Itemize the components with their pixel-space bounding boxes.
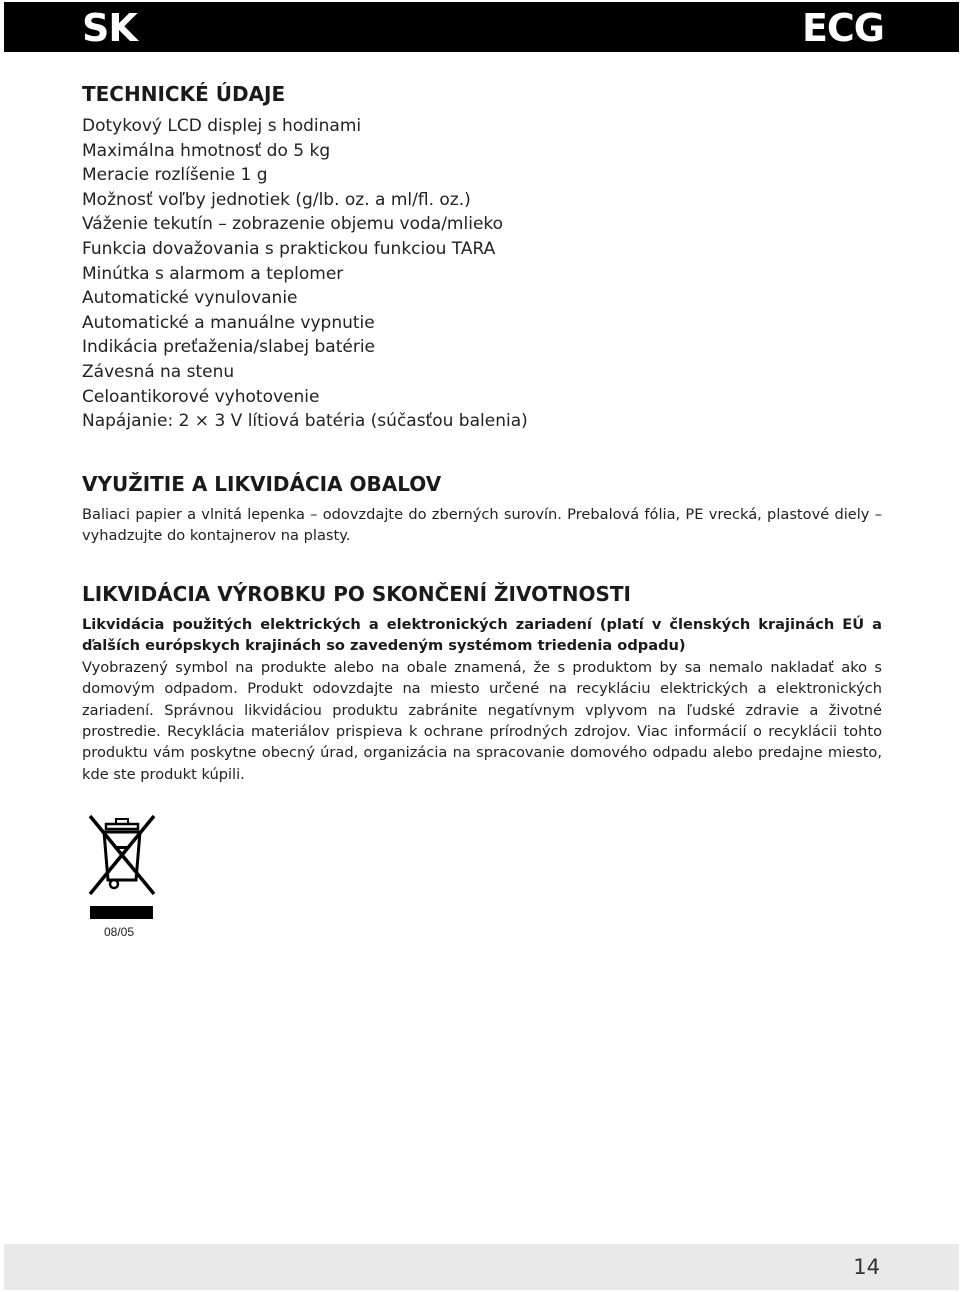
packaging-section — [82, 470, 882, 547]
spec-item: Minútka s alarmom a teplomer — [82, 263, 344, 284]
crossed-bin-icon — [82, 810, 162, 920]
spec-item: Indikácia preťaženia/slabej batérie — [82, 337, 376, 358]
disposal-title: LIKVIDÁCIA VÝROBKU PO SKONČENÍ ŽIVOTNOSTI — [82, 582, 631, 606]
spec-item: Možnosť voľby jednotiek (g/lb. oz. a ml/fl. oz.) — [82, 189, 471, 210]
technical-section — [82, 80, 882, 434]
spec-item: Automatické vynulovanie — [82, 288, 298, 309]
packaging-text: Baliaci papier a vlnitá lepenka – odovzdajte do zberných surovín. Prebalová fólia, PE vrecká, plastové diely – vyhadzujte do kontajnerov na plasty. — [82, 506, 882, 545]
spec-item: Automatické a manuálne vypnutie — [82, 312, 375, 333]
disposal-subtitle: Likvidácia použitých elektrických a elektronických zariadení (platí v členských krajinách EÚ a ďalších európskych krajinách so zavedeným systémom triedenia odpadu) — [82, 616, 882, 655]
language-code: SK — [82, 6, 137, 50]
weee-code: 08/05 — [104, 925, 135, 939]
footer-bar — [4, 1244, 959, 1290]
spec-item: Napájanie: 2 × 3 V lítiová batéria (súčasťou balenia) — [82, 411, 528, 432]
header-bar — [4, 2, 959, 52]
technical-title: TECHNICKÉ ÚDAJE — [82, 82, 286, 106]
spec-list — [82, 114, 882, 434]
spec-item: Dotykový LCD displej s hodinami — [82, 116, 362, 136]
packaging-title: VYUŽITIE A LIKVIDÁCIA OBALOV — [82, 472, 442, 496]
spec-item: Funkcia dovažovania s praktickou funkciou TARA — [82, 238, 496, 259]
disposal-section — [82, 580, 882, 785]
spec-item: Závesná na stenu — [82, 361, 235, 382]
spec-item: Maximálna hmotnosť do 5 kg — [82, 140, 331, 161]
spec-item: Celoantikorové vyhotovenie — [82, 386, 320, 407]
weee-symbol — [82, 810, 162, 940]
brand-logo: ECG — [801, 6, 884, 50]
page-number: 14 — [853, 1255, 880, 1279]
spec-item: Váženie tekutín – zobrazenie objemu voda/mlieko — [82, 214, 504, 235]
disposal-text: Vyobrazený symbol na produkte alebo na obale znamená, že s produktom by sa nemalo nakladať ako s domovým odpadom. Produkt odovzdajte na miesto určené na recykláciu elektrických a elektronických zariadení. Správnou likvidáciou produktu zabránite negatívnym vplyvom na ľudské zdravie a životné prostredie. Recyklácia materiálov prispieva k ochrane prírodných zdrojov. Viac informácií o recyklácii tohto produktu vám poskytne obecný úrad, organizácia na spracovanie domového odpadu alebo predajne miesto, kde ste produkt kúpili. — [82, 658, 882, 783]
spec-item: Meracie rozlíšenie 1 g — [82, 165, 268, 186]
